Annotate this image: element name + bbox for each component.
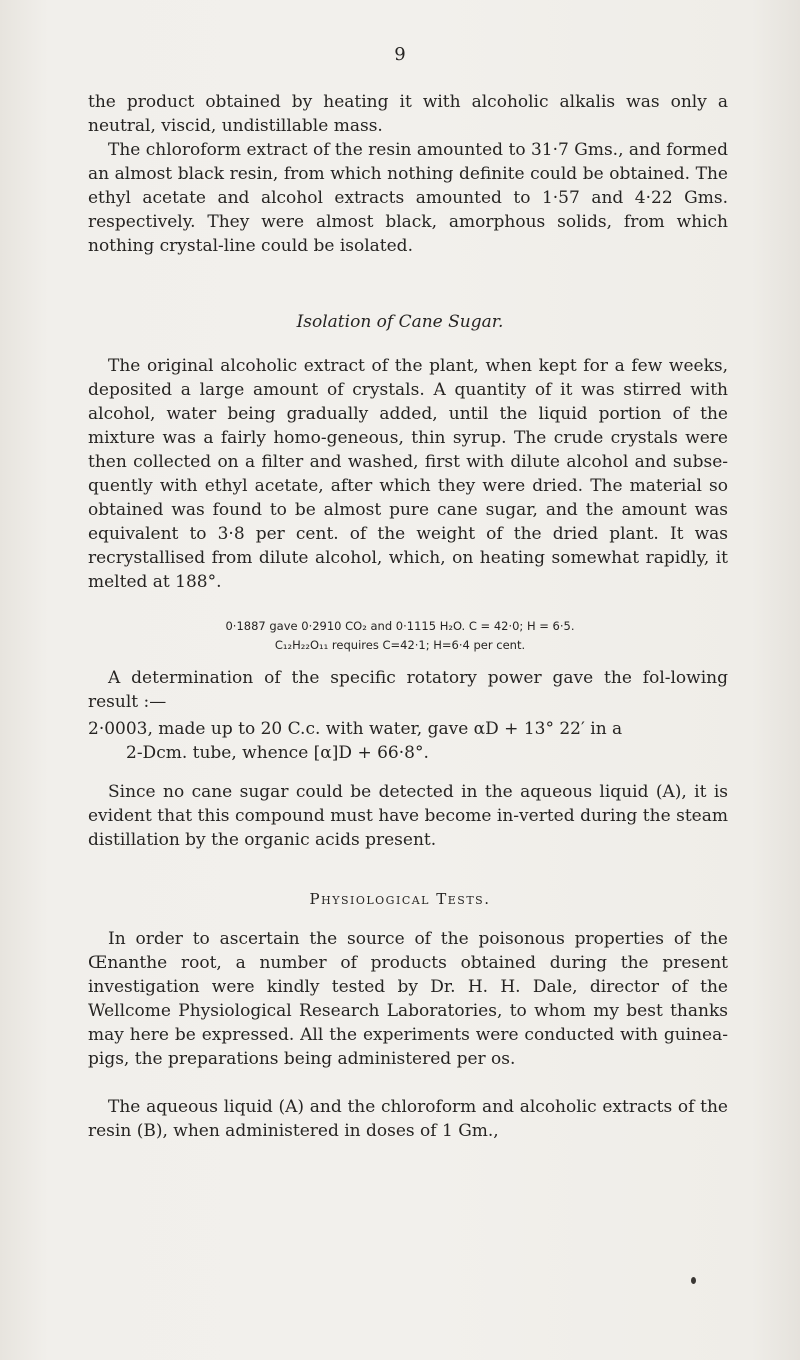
paragraph-text: The chloroform extract of the resin amounted to 31·7 Gms., and formed an almost black resin, from which nothing definite could be obtained. The ethyl acetate and alcohol extracts amounted to 1·57 and 4·22 Gms. respectively. They were almost black, amorphous solids, from which nothing crystal-line could be isolated. <box>88 140 728 256</box>
page-number: 9 <box>394 44 406 65</box>
paragraph-text: The aqueous liquid (A) and the chloroform and alcoholic extracts of the resin (B), when administered in doses of 1 Gm., <box>88 1097 728 1141</box>
paragraph-aqueous-liquid <box>88 1095 728 1143</box>
section-heading-physiological-tests: Physiological Tests. <box>309 890 491 908</box>
analysis-line-found: 0·1887 gave 0·2910 CO₂ and 0·1115 H₂O. C = 42·0; H = 6·5. <box>225 619 575 633</box>
paragraph-text: In order to ascertain the source of the poisonous properties of the Œnanthe root, a number of products obtained during the present investigation were kindly tested by Dr. H. H. Dale, director of the Wellcome Physiological Research Laboratories, to whom my best thanks may here be expressed. All the experiments were conducted with guinea-pigs, the preparations being administered per os. <box>88 929 728 1069</box>
paragraph-text: A determination of the specific rotatory power gave the fol-lowing result :— <box>88 668 728 712</box>
paragraph-text: the product obtained by heating it with alcoholic alkalis was only a neutral, viscid, undistillable mass. <box>88 92 728 136</box>
section-heading-cane-sugar: Isolation of Cane Sugar. <box>296 312 504 332</box>
paragraph-physiological-tests <box>88 927 728 1071</box>
analysis-line-required: C₁₂H₂₂O₁₁ requires C=42·1; H=6·4 per cent. <box>274 638 526 652</box>
paragraph-text: The original alcoholic extract of the plant, when kept for a few weeks, deposited a large amount of crystals. A quantity of it was stirred with alcohol, water being gradually added, until the liquid portion of the mixture was a fairly homo-geneous, thin syrup. The crude crystals were then collected on a filter and washed, first with dilute alcohol and subse-quently with ethyl acetate, after which they were dried. The material so obtained was found to be almost pure cane sugar, and the amount was equivalent to 3·8 per cent. of the weight of the dried plant. It was recrystallised from dilute alcohol, which, on heating somewhat rapidly, it melted at 188°. <box>88 356 728 592</box>
printer-mark <box>691 1277 696 1284</box>
rotation-result <box>88 717 728 765</box>
paragraph-product-obtained <box>88 90 728 138</box>
rotation-line-observed: 2·0003, made up to 20 C.c. with water, gave αD + 13° 22′ in a <box>88 719 623 739</box>
paragraph-chloroform-extract <box>88 138 728 258</box>
rotation-line-specific: 2-Dcm. tube, whence [α]D + 66·8°. <box>126 743 429 763</box>
paragraph-original-extract <box>88 354 728 594</box>
paragraph-text: Since no cane sugar could be detected in the aqueous liquid (A), it is evident that this compound must have become in-verted during the steam distillation by the organic acids present. <box>88 782 728 850</box>
paragraph-no-cane-sugar <box>88 780 728 852</box>
analysis-result <box>0 617 800 655</box>
paragraph-rotatory-power <box>88 666 728 714</box>
